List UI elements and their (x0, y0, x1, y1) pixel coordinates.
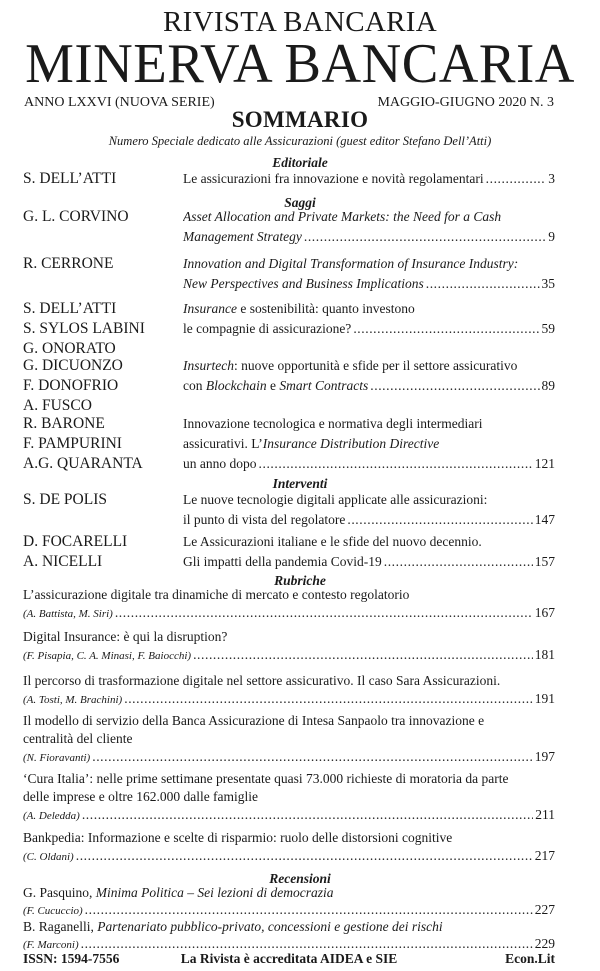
entry-title-text: e (266, 378, 280, 393)
entry-title-text: assicurativi. L’ (183, 436, 263, 451)
page-number: 35 (541, 276, 555, 291)
page-number: 229 (534, 936, 555, 951)
entry-title-text: con (183, 378, 206, 393)
dot-leader (124, 690, 533, 708)
dot-leader (353, 319, 539, 339)
entry-title-italic: Insurance Distribution Directive (262, 436, 440, 451)
author-name: A. NICELLI (23, 553, 103, 570)
toc-entry-saggi-5[interactable] (183, 414, 555, 474)
toc-entry-recensioni-2[interactable] (23, 918, 555, 954)
entry-authors: (C. Oldani) (23, 851, 74, 863)
dot-leader (76, 847, 533, 865)
dot-leader (486, 169, 547, 189)
toc-entry-editoriale[interactable] (183, 169, 555, 189)
dot-leader (81, 935, 533, 952)
entry-title-line: Innovazione tecnologica e normativa degli intermediari (183, 416, 483, 431)
entry-title-italic: Insurtech (183, 358, 234, 373)
reviewed-book-title: Partenariato pubblico-privato, concessioni e gestione dei rischi (97, 919, 443, 934)
entry-title-line: le compagnie di assicurazione? (183, 321, 352, 336)
page-number: 217 (534, 848, 555, 863)
volume-info: ANNO LXXVI (NUOVA SERIE) (24, 95, 215, 110)
author-name: D. FOCARELLI (23, 533, 128, 550)
page-number: 157 (534, 554, 555, 569)
page-number: 181 (534, 647, 555, 662)
dot-leader (85, 901, 533, 918)
toc-entry-recensioni-1[interactable] (23, 884, 555, 920)
entry-title-text: : nuove opportunità e sfide per il settore assicurativo (234, 358, 518, 373)
toc-entry-rubriche-1[interactable] (23, 586, 555, 623)
entry-title-line: un anno dopo (183, 456, 257, 471)
page-number: 191 (534, 691, 555, 706)
author-name: R. BARONE (23, 415, 105, 432)
entry-authors: (A. Deledda) (23, 810, 80, 822)
entry-title-line: L’assicurazione digitale tra dinamiche di mercato e contesto regolatorio (23, 587, 410, 602)
section-heading-editoriale: Editoriale (272, 155, 328, 170)
entry-title-line: Le Assicurazioni italiane e le sfide del nuovo decennio. (183, 534, 482, 549)
toc-entry-saggi-4[interactable] (183, 356, 555, 396)
entry-authors: (F. Pisapia, C. A. Minasi, F. Baiocchi) (23, 650, 192, 662)
author-name: A. FUSCO (23, 397, 92, 414)
reviewed-author: G. Pasquino, (23, 885, 96, 900)
entry-title-line: Asset Allocation and Private Markets: the Need for a Cash (183, 209, 502, 224)
author-name: S. SYLOS LABINI (23, 320, 145, 337)
entry-authors: (N. Fioravanti) (23, 752, 91, 764)
entry-title-italic: Smart Contracts (279, 378, 369, 393)
author-name: S. DELL’ATTI (23, 170, 117, 187)
entry-title-italic: Insurance (183, 301, 237, 316)
dot-leader (82, 806, 533, 824)
dot-leader (92, 748, 533, 766)
dot-leader (384, 552, 533, 572)
entry-title-line: Il percorso di trasformazione digitale nel settore assicurativo. Il caso Sara Assicurazioni. (23, 673, 501, 688)
dot-leader (115, 604, 533, 622)
entry-title-line: Gli impatti della pandemia Covid-19 (183, 554, 382, 569)
author-name: R. CERRONE (23, 255, 114, 272)
page-number: 9 (548, 229, 555, 244)
dot-leader (304, 227, 546, 247)
entry-title-line: Il modello di servizio della Banca Assicurazione di Intesa Sanpaolo tra innovazione e (23, 713, 485, 728)
journal-supertitle: RIVISTA BANCARIA (163, 6, 437, 38)
dot-leader (426, 274, 540, 294)
toc-entry-interventi-1[interactable] (183, 490, 555, 530)
entry-title-italic: Blockchain (205, 378, 267, 393)
author-list (23, 414, 183, 474)
entry-title-line: delle imprese e oltre 162.000 dalle famiglie (23, 789, 259, 804)
page-number: 59 (541, 321, 555, 336)
page-number: 121 (534, 456, 555, 471)
page-number: 197 (534, 749, 555, 764)
accreditation-note: La Rivista è accreditata AIDEA e SIE (180, 951, 398, 966)
reviewer: (F. Marconi) (23, 939, 79, 951)
page-number: 89 (541, 378, 555, 393)
author-name: S. DELL’ATTI (23, 300, 117, 317)
author-list (23, 299, 183, 359)
section-heading-recensioni: Recensioni (269, 871, 331, 886)
reviewed-book-title: Minima Politica – Sei lezioni di democrazia (95, 885, 334, 900)
entry-title-line: New Perspectives and Business Implications (183, 276, 424, 291)
section-heading-rubriche: Rubriche (274, 573, 326, 588)
dot-leader (370, 376, 539, 396)
author-name: G. ONORATO (23, 340, 116, 357)
section-heading-interventi: Interventi (272, 476, 328, 491)
issue-info: MAGGIO-GIUGNO 2020 N. 3 (377, 95, 554, 110)
page-number: 3 (548, 171, 555, 186)
entry-title: Le assicurazioni fra innovazione e novità regolamentari (183, 171, 484, 186)
journal-title: MINERVA BANCARIA (25, 33, 575, 95)
reviewer: (F. Cucuccio) (23, 905, 83, 917)
special-issue-subtitle: Numero Speciale dedicato alle Assicurazioni (guest editor Stefano Dell’Atti) (108, 134, 492, 148)
author-name: G. DICUONZO (23, 357, 123, 374)
index-listing: Econ.Lit (505, 951, 555, 966)
entry-title-line: il punto di vista del regolatore (183, 512, 346, 527)
entry-title-line: ‘Cura Italia’: nelle prime settimane presentate quasi 73.000 richieste di moratoria da parte (23, 771, 509, 786)
section-heading-saggi: Saggi (284, 195, 316, 210)
toc-entry-saggi-1[interactable] (183, 207, 555, 247)
dot-leader (347, 510, 532, 530)
author-list (23, 356, 183, 416)
dot-leader (193, 646, 533, 664)
toc-entry-rubriche-2[interactable] (23, 628, 555, 665)
author-list (23, 532, 183, 572)
entry-title-line: Le nuove tecnologie digitali applicate alle assicurazioni: (183, 492, 488, 507)
entry-title-line: Management Strategy (183, 229, 302, 244)
page-number: 227 (534, 902, 555, 917)
reviewed-author: B. Raganelli, (23, 919, 98, 934)
toc-entry-saggi-3[interactable] (183, 299, 555, 339)
dot-leader (259, 454, 533, 474)
page-number: 147 (534, 512, 555, 527)
page-number: 167 (534, 605, 555, 620)
entry-authors: (A. Battista, M. Siri) (23, 608, 113, 620)
toc-entry-rubriche-6[interactable] (23, 829, 555, 866)
author-name: F. PAMPURINI (23, 435, 122, 452)
author-name: F. DONOFRIO (23, 377, 119, 394)
toc-entry-rubriche-5[interactable] (23, 770, 555, 825)
entry-title-line: Innovation and Digital Transformation of Insurance Industry: (183, 256, 519, 271)
issn: ISSN: 1594-7556 (23, 951, 120, 966)
author-name: A.G. QUARANTA (23, 455, 143, 472)
page-number: 211 (535, 807, 555, 822)
toc-entry-rubriche-3[interactable] (23, 672, 555, 709)
entry-title-line: centralità del cliente (23, 731, 133, 746)
toc-entry-rubriche-4[interactable] (23, 712, 555, 767)
entry-authors: (A. Tosti, M. Brachini) (23, 694, 123, 706)
entry-title-text: e sostenibilità: quanto investono (237, 301, 415, 316)
entry-title-line: Digital Insurance: è qui la disruption? (23, 629, 228, 644)
entry-title-line: Bankpedia: Informazione e scelte di risparmio: ruolo delle distorsioni cognitive (23, 830, 453, 845)
author-name: S. DE POLIS (23, 491, 107, 508)
toc-entry-saggi-2[interactable] (183, 254, 555, 294)
toc-entry-interventi-2[interactable] (183, 532, 555, 572)
author-name: G. L. CORVINO (23, 208, 129, 225)
contents-heading: SOMMARIO (231, 107, 369, 132)
